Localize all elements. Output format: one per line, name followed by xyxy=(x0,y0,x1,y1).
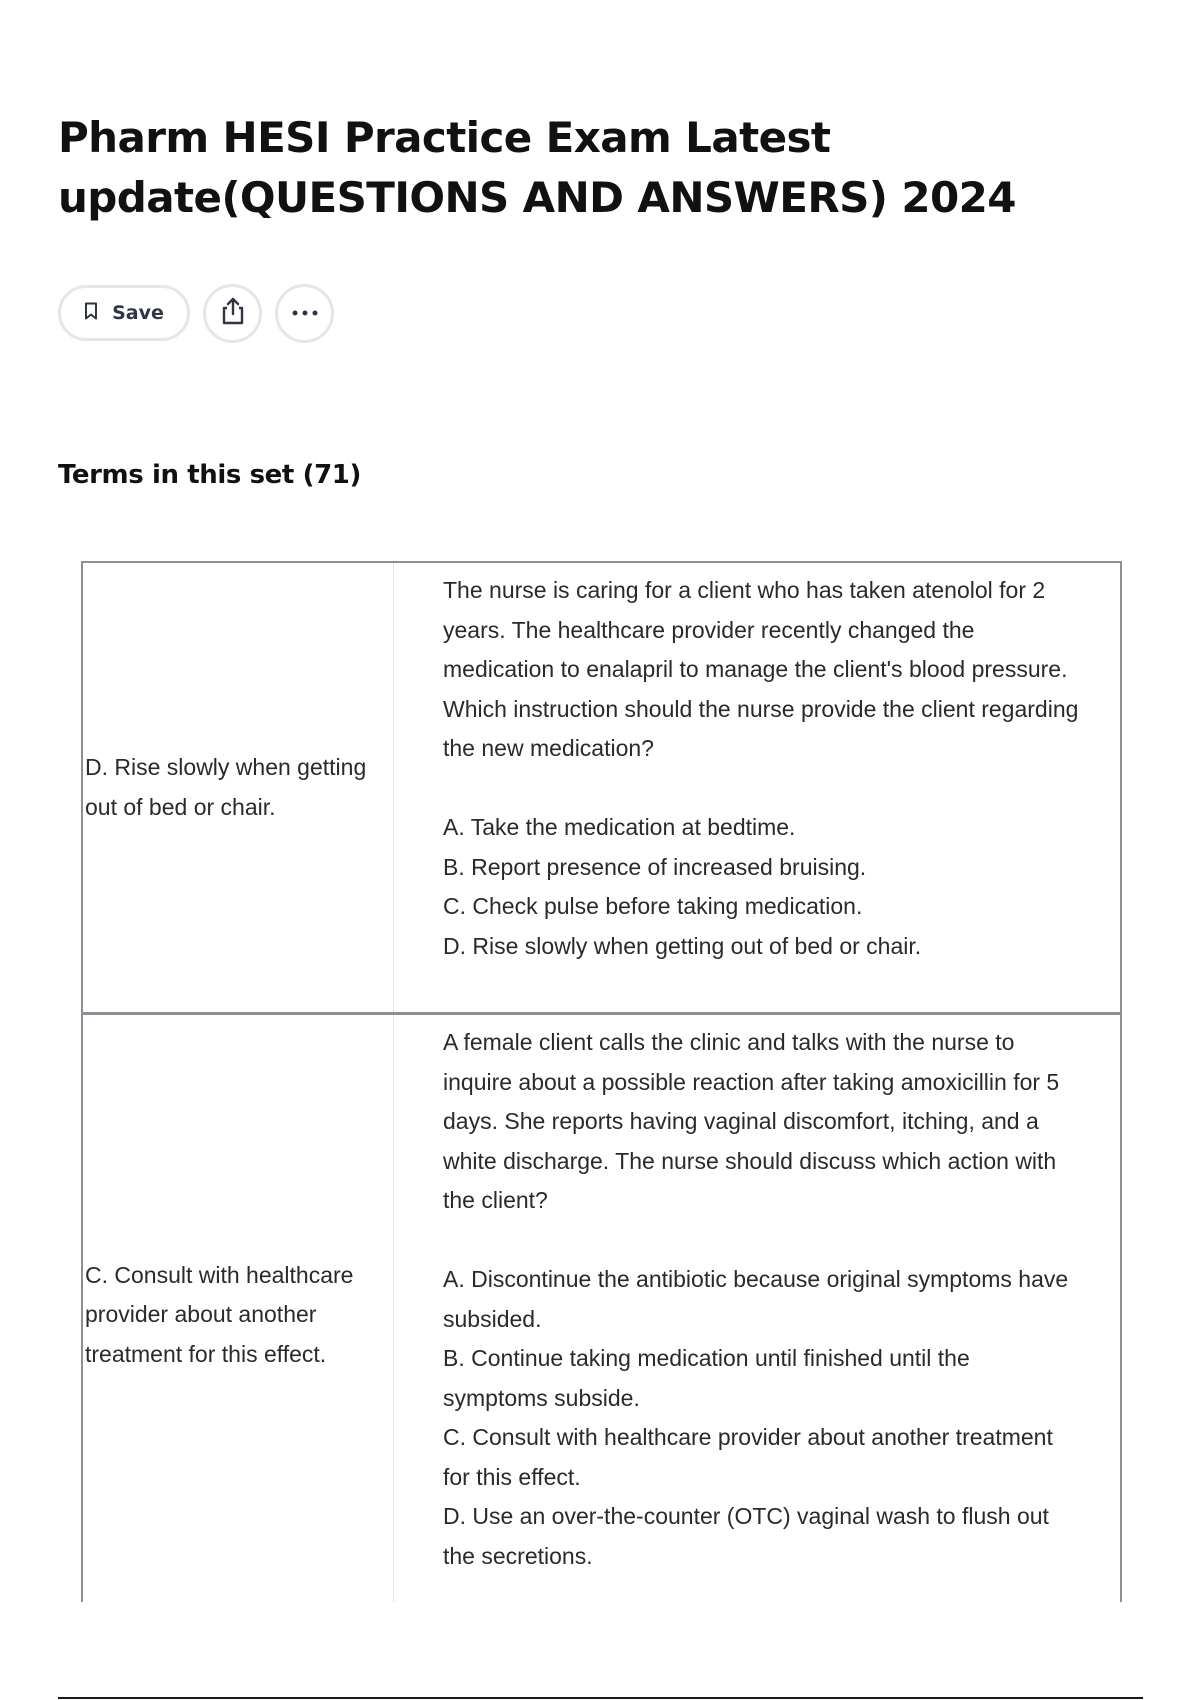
card-question: A female client calls the clinic and talks with the nurse to inquire about a possible reaction after taking amoxicillin for 5 days. She reports having vaginal discomfort, itching, and a white discharge. The nurse should discuss which action with the client? xyxy=(443,1029,1060,1213)
terms-list xyxy=(81,561,1122,1602)
card-definition xyxy=(394,1015,1120,1602)
card-option: D. Use an over-the-counter (OTC) vaginal wash to flush out the secretions. xyxy=(443,1503,1049,1569)
save-label: Save xyxy=(112,302,164,324)
action-bar xyxy=(58,283,334,343)
card-option: A. Take the medication at bedtime. xyxy=(443,814,796,840)
card-definition xyxy=(394,563,1120,1012)
share-icon xyxy=(220,296,246,331)
terms-heading: Terms in this set (71) xyxy=(58,460,361,490)
bookmark-icon xyxy=(84,302,98,325)
card-term xyxy=(83,563,394,1012)
term-card[interactable] xyxy=(81,1015,1122,1602)
save-button[interactable] xyxy=(58,285,190,341)
card-term-text: C. Consult with healthcare provider about another treatment for this effect. xyxy=(85,1261,354,1367)
card-term-text: D. Rise slowly when getting out of bed or chair. xyxy=(85,754,367,820)
share-button[interactable] xyxy=(203,284,262,343)
more-options-button[interactable] xyxy=(275,284,334,343)
card-option: C. Check pulse before taking medication. xyxy=(443,893,863,919)
card-term xyxy=(83,1015,394,1602)
page-divider xyxy=(58,1697,1143,1699)
page-title: Pharm HESI Practice Exam Latest update(QUESTIONS AND ANSWERS) 2024 xyxy=(58,113,1016,222)
card-question: The nurse is caring for a client who has taken atenolol for 2 years. The healthcare provider recently changed the medication to enalapril to manage the client's blood pressure. Which instruction should the nurse provide the client regarding the new medication? xyxy=(443,577,1079,761)
card-option: B. Report presence of increased bruising. xyxy=(443,853,867,880)
card-option: D. Rise slowly when getting out of bed or chair. xyxy=(443,932,922,959)
term-card[interactable] xyxy=(81,563,1122,1015)
card-option: B. Continue taking medication until finished until the symptoms subside. xyxy=(443,1345,970,1411)
card-option: C. Consult with healthcare provider about another treatment for this effect. xyxy=(443,1424,1053,1490)
more-horizontal-icon xyxy=(291,304,319,322)
card-option: A. Discontinue the antibiotic because original symptoms have subsided. xyxy=(443,1266,1069,1332)
